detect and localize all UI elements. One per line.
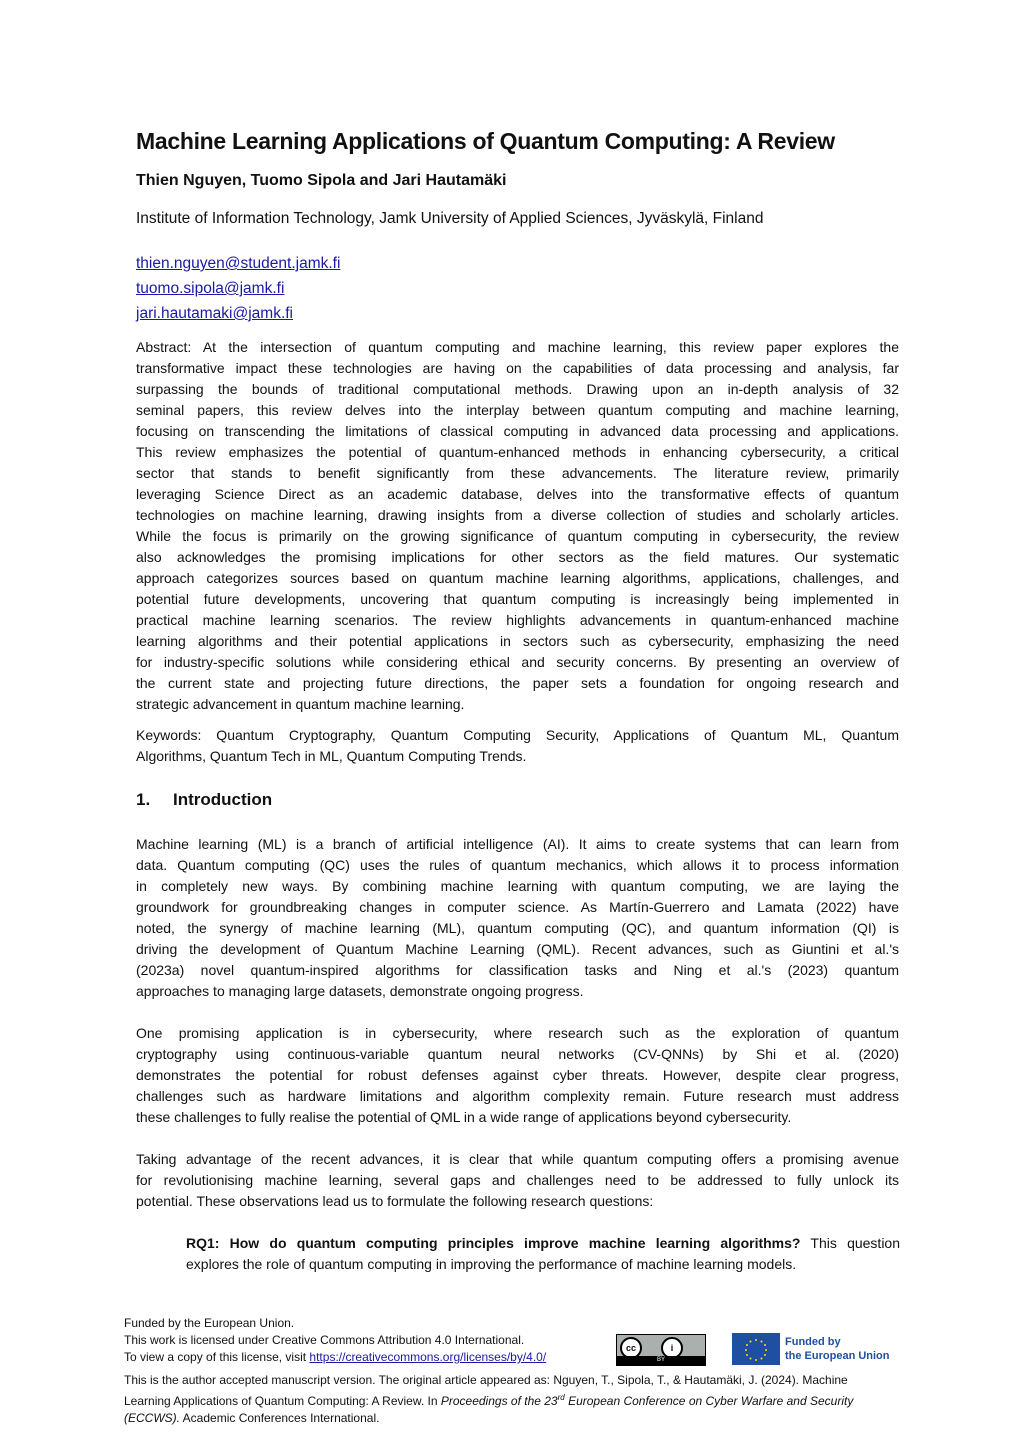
text-line: challenges such as hardware limitations and algorithm complexity remain. Future research must address xyxy=(136,1088,899,1104)
affiliation: Institute of Information Technology, Jamk University of Applied Sciences, Jyväskylä, Finland xyxy=(136,210,764,227)
text-line: approaches to managing large datasets, demonstrate ongoing progress. xyxy=(136,983,584,999)
text-line: potential future developments, uncovering that quantum computing is increasingly being implemented in xyxy=(136,591,899,607)
text-line: learning algorithms and their potential applications in sectors such as cybersecurity, emphasizing the need xyxy=(136,633,899,649)
email-link[interactable]: tuomo.sipola@jamk.fi xyxy=(136,280,285,297)
text-line: these challenges to fully realise the potential of QML in a wide range of applications beyond cybersecurity. xyxy=(136,1109,792,1125)
attribution-icon: i xyxy=(661,1337,683,1359)
license-link[interactable]: https://creativecommons.org/licenses/by/4.0/ xyxy=(309,1350,547,1364)
text-line: Algorithms, Quantum Tech in ML, Quantum Computing Trends. xyxy=(136,748,527,764)
footer-funded: Funded by the European Union. xyxy=(124,1316,295,1330)
text-line: cryptography using continuous-variable quantum neural networks (CV-QNNs) by Shi et al. (2020) xyxy=(136,1046,899,1062)
text-line: strategic advancement in quantum machine learning. xyxy=(136,696,465,712)
text-line: surpassing the bounds of traditional computational methods. Drawing upon an in-depth analysis of 32 xyxy=(136,381,899,397)
email-link[interactable]: jari.hautamaki@jamk.fi xyxy=(136,305,294,322)
eu-flag-icon xyxy=(732,1333,780,1365)
text-line: for industry-specific solutions while considering ethical and security concerns. By presenting an overview of xyxy=(136,654,899,670)
text-line: also acknowledges the promising implications for other sectors as the field matures. Our systematic xyxy=(136,549,899,565)
footer-view-license: To view a copy of this license, visit https://creativecommons.org/licenses/by/4.0/ xyxy=(124,1350,547,1364)
text-line: focusing on transcending the limitations of classical computing in advanced data processing and applications. xyxy=(136,423,899,439)
keywords xyxy=(136,725,899,767)
text-line: potential. These observations lead us to formulate the following research questions: xyxy=(136,1193,654,1209)
text-line: driving the development of Quantum Machine Learning (QML). Recent advances, such as Giuntini et al.'s xyxy=(136,941,899,957)
text-line: transformative impact these technologies are having on the capabilities of data processing and analysis, far xyxy=(136,360,899,376)
section-heading: 1. Introduction xyxy=(136,790,273,809)
text-line: groundwork for groundbreaking changes in computer science. As Martín-Guerrero and Lamata (2022) have xyxy=(136,899,899,915)
cc-by-logo: cc i BY xyxy=(616,1334,706,1366)
intro-paragraph xyxy=(136,1023,899,1128)
intro-paragraph xyxy=(136,834,899,1002)
paper-title: Machine Learning Applications of Quantum Computing: A Review xyxy=(136,128,835,154)
text-line: sector that stands to benefit significantly from these advancements. The literature review, primarily xyxy=(136,465,899,481)
footer-license: This work is licensed under Creative Commons Attribution 4.0 International. xyxy=(124,1333,525,1347)
cc-icon: cc xyxy=(620,1337,642,1359)
text-line: practical machine learning scenarios. The review highlights advancements in quantum-enhanced machine xyxy=(136,612,899,628)
text-line: approach categorizes sources based on quantum machine learning algorithms, applications, challenges, and xyxy=(136,570,899,586)
text-line: One promising application is in cybersecurity, where research such as the exploration of quantum xyxy=(136,1025,899,1041)
text-line: in completely new ways. By combining machine learning with quantum computing, we are laying the xyxy=(136,878,899,894)
eu-funding-label: Funded by the European Union xyxy=(785,1336,890,1362)
text-line: Abstract: At the intersection of quantum computing and machine learning, this review paper explores the xyxy=(136,339,899,355)
text-line: noted, the synergy of machine learning (ML), quantum computing (QC), and quantum information (QI) is xyxy=(136,920,899,936)
text-line: Machine learning (ML) is a branch of artificial intelligence (AI). It aims to create systems that can learn from xyxy=(136,836,899,852)
authors: Thien Nguyen, Tuomo Sipola and Jari Hautamäki xyxy=(136,172,507,189)
intro-paragraph xyxy=(136,1149,899,1212)
email-link[interactable]: thien.nguyen@student.jamk.fi xyxy=(136,255,341,272)
text-line: demonstrates the potential for robust defenses against cyber threats. However, despite clear progress, xyxy=(136,1067,899,1083)
text-line: data. Quantum computing (QC) uses the rules of quantum mechanics, which allows it to process information xyxy=(136,857,899,873)
text-line: (2023a) novel quantum-inspired algorithms for classification tasks and Ning et al.'s (2023) quantum xyxy=(136,962,899,978)
text-line: While the focus is primarily on the growing significance of quantum computing in cybersecurity, the review xyxy=(136,528,899,544)
footer-citation: This is the author accepted manuscript version. The original article appeared as: Nguyen, T., Sipola, T., & Hautamäki, J. (2024). Machine Learning Applications of Quantum Computing: A Review. In Proceedings of the 23rd European Conference on Cyber Warfare and Security (ECCWS). Academic Conferences International. xyxy=(124,1373,854,1425)
text-line: technologies on machine learning, drawing insights from a diverse collection of studies and scholarly articles. xyxy=(136,507,899,523)
text-line: the current state and projecting future directions, the paper sets a foundation for ongoing research and xyxy=(136,675,899,691)
research-question-1: RQ1: How do quantum computing principles improve machine learning algorithms? This question explores the role of quantum computing in improving the performance of machine learning models. xyxy=(186,1235,900,1272)
text-line: leveraging Science Direct as an academic database, delves into the transformative effects of quantum xyxy=(136,486,899,502)
text-line: for revolutionising machine learning, several gaps and challenges need to be addressed to fully unlock its xyxy=(136,1172,899,1188)
text-line: Taking advantage of the recent advances, it is clear that while quantum computing offers a promising avenue xyxy=(136,1151,899,1167)
text-line: Keywords: Quantum Cryptography, Quantum Computing Security, Applications of Quantum ML, Quantum xyxy=(136,727,899,743)
text-line: seminal papers, this review delves into the interplay between quantum computing and machine learning, xyxy=(136,402,899,418)
abstract xyxy=(136,337,899,715)
text-line: This review emphasizes the potential of quantum-enhanced methods in enhancing cybersecurity, a critical xyxy=(136,444,899,460)
